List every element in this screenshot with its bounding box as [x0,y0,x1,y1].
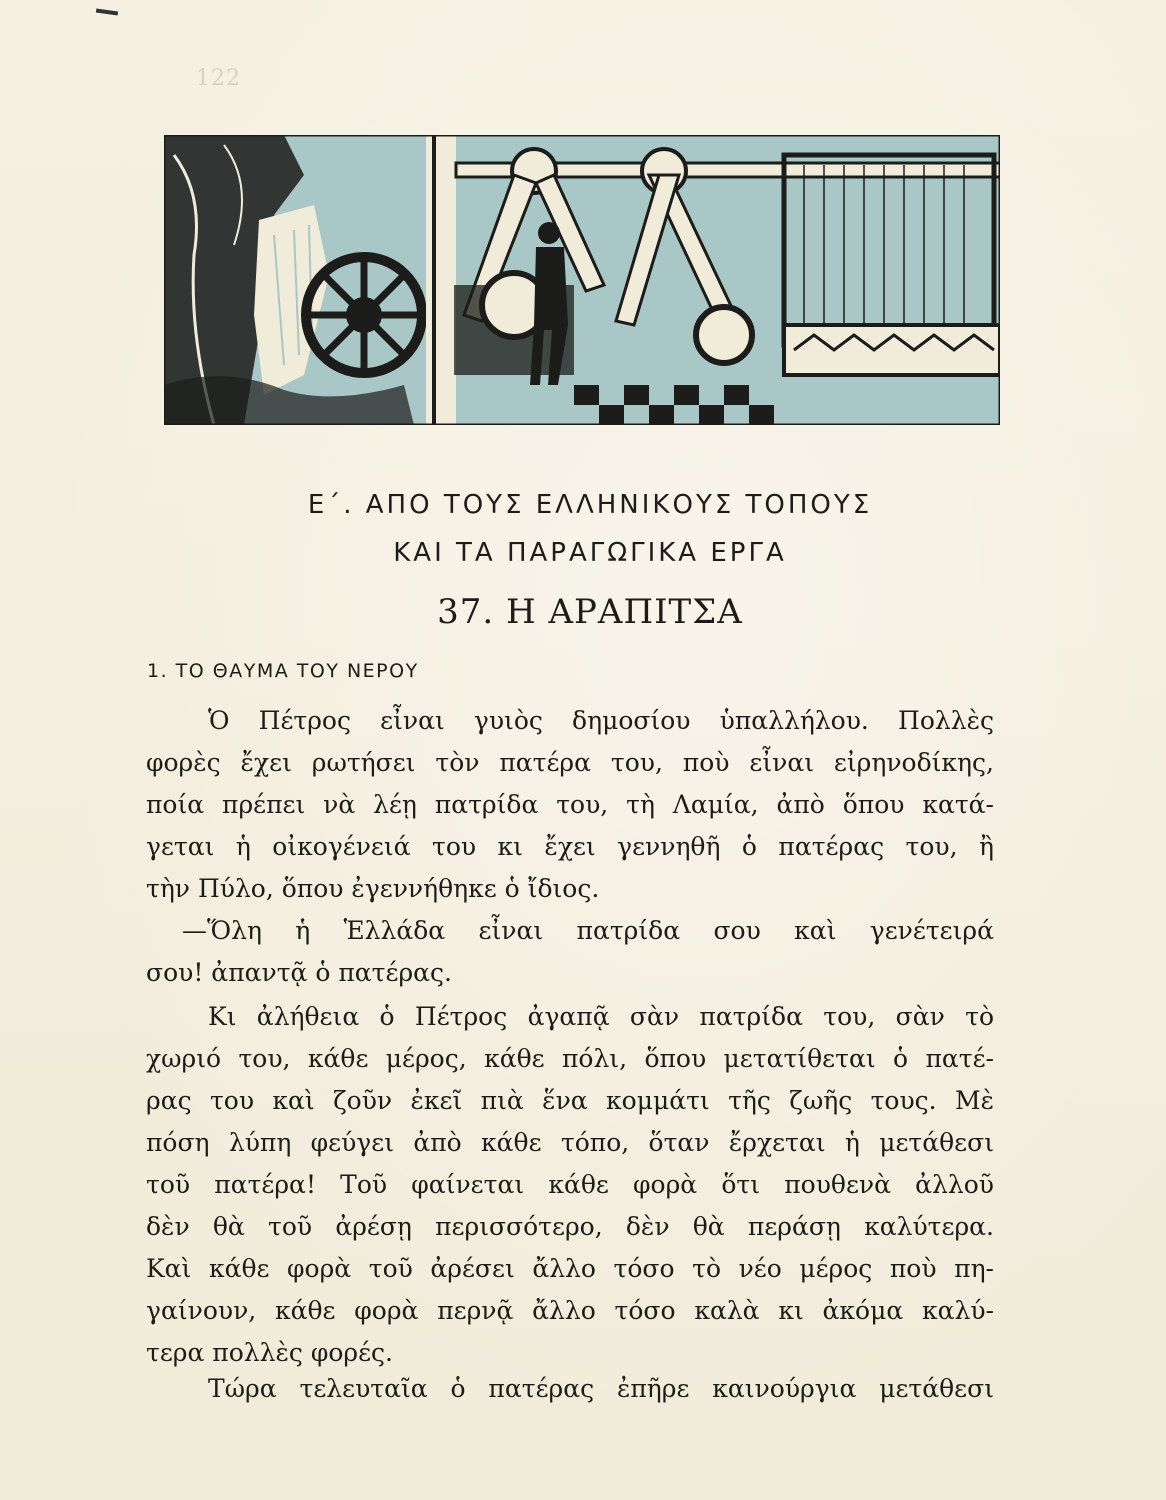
watermill-factory-illustration-icon [164,135,1000,425]
text-line: δὲν θὰ τοῦ ἀρέσῃ περισσότερο, δὲν θὰ περάσῃ καλύτερα. [146,1212,994,1241]
paragraph-1 [146,700,994,910]
section-heading-line-1: Ε΄. ΑΠΟ ΤΟΥΣ ΕΛΛΗΝΙΚΟΥΣ ΤΟΠΟΥΣ [307,490,873,520]
text-line: φορὲς ἔχει ρωτήσει τὸν πατέρα του, ποὺ εἶναι εἰρηνοδίκης, [146,748,994,777]
text-line: Ὁ Πέτρος εἶναι γυιὸς δημοσίου ὑπαλλήλου. Πολλὲς [208,706,994,735]
text-line: τερα πολλὲς φορές. [146,1338,393,1367]
paragraph-2 [146,910,994,994]
text-line: τοῦ πατέρα! Τοῦ φαίνεται κάθε φορὰ ὅτι πουθενὰ ἀλλοῦ [146,1170,994,1199]
page-number: 122 [196,66,241,91]
text-line: Καὶ κάθε φορὰ τοῦ ἀρέσει ἄλλο τόσο τὸ νέο μέρος ποὺ πη- [146,1254,994,1283]
text-line: ποία πρέπει νὰ λέῃ πατρίδα του, τὴ Λαμία, ἀπὸ ὅπου κατά- [146,790,994,819]
text-line: —Ὅλη ἡ Ἑλλάδα εἶναι πατρίδα σου καὶ γενέτειρά [182,916,994,945]
section-heading-line-2: ΚΑΙ ΤΑ ΠΑΡΑΓΩΓΙΚΑ ΕΡΓΑ [393,538,787,568]
corner-mark [96,8,118,15]
text-line: ρας του καὶ ζοῦν ἐκεῖ πιὰ ἕνα κομμάτι τῆς ζωῆς τους. Μὲ [146,1086,994,1115]
text-line: χωριό του, κάθε μέρος, κάθε πόλι, ὅπου μετατίθεται ὁ πατέ- [146,1044,994,1073]
text-line: Κι ἀλήθεια ὁ Πέτρος ἀγαπᾷ σὰν πατρίδα του, σὰν τὸ [208,1002,994,1031]
paragraph-3 [146,996,994,1374]
lesson-title: 37. Η ΑΡΑΠΙΤΣΑ [437,592,743,632]
text-line: Τώρα τελευταῖα ὁ πατέρας ἐπῆρε καινούργια μετάθεσι [208,1374,994,1403]
lesson-subtitle: 1. ΤΟ ΘΑΥΜΑ ΤΟΥ ΝΕΡΟΥ [147,660,419,682]
text-line: γεται ἡ οἰκογένειά του κι ἔχει γεννηθῆ ὁ πατέρας του, ἢ [146,832,994,861]
text-line: σου! ἀπαντᾷ ὁ πατέρας. [146,958,452,987]
paragraph-4 [146,1368,994,1410]
text-line: γαίνουν, κάθε φορὰ περνᾷ ἄλλο τόσο καλὰ κι ἀκόμα καλύ- [146,1296,994,1325]
text-line: πόση λύπη φεύγει ἀπὸ κάθε τόπο, ὅταν ἔρχεται ἡ μετάθεσι [146,1128,994,1157]
text-line: τὴν Πύλο, ὅπου ἐγεννήθηκε ὁ ἴδιος. [146,874,600,903]
